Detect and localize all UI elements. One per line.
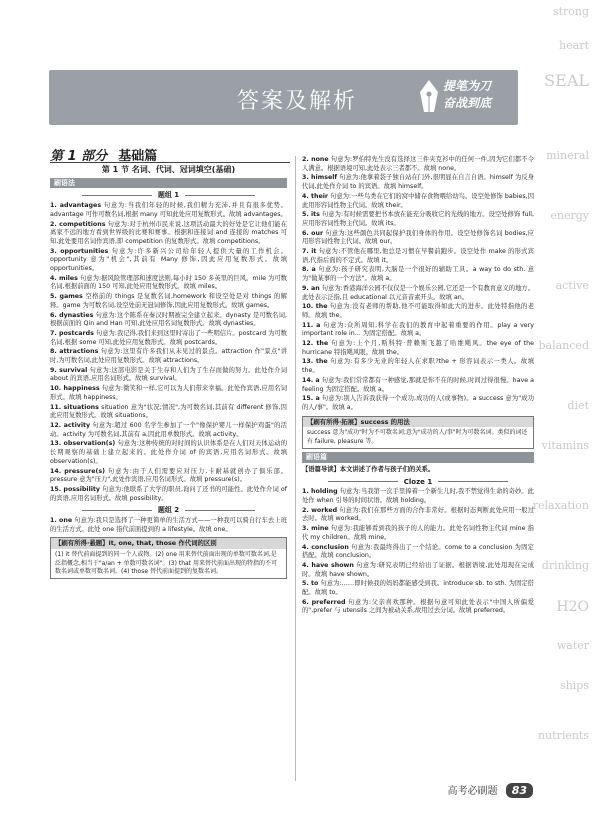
section-part: 第 1 部分: [50, 149, 108, 164]
banner-title: 答案及解析: [237, 89, 358, 114]
answer-entry: [302, 211, 534, 228]
doodle-word: strong: [552, 5, 589, 18]
answer-banner: [49, 70, 518, 125]
answer-entry: [50, 404, 287, 421]
answer-explanation: 句意为:超过 600 名学生参加了一个"像保护婴儿一样保护鸡蛋"的活动。activity 为可数名词,其前有 a,因此用单数形式。故填 activity。: [50, 421, 287, 438]
answer-explanation: situation 意为"状况;情况",为可数名词,其前有 different 修饰,因此应用复数形式。故填 situations。: [50, 403, 287, 420]
answer-key: 12. the: [302, 340, 329, 348]
tip-heading: 【刷有所得·悬题】it, one, that, those 作代词的区别: [51, 538, 286, 549]
doodle-word: balanced: [538, 339, 589, 352]
tip-heading: 【刷有所得·拓展】success 的用法: [303, 417, 533, 428]
answer-key: 10. happiness: [50, 385, 100, 393]
answer-key: 14. pressure(s): [50, 467, 106, 475]
answer-key: 11. situations: [50, 403, 99, 411]
answer-key: 12. activity: [50, 421, 91, 429]
answer-entry: [302, 193, 534, 210]
answer-key: 3. mine: [302, 525, 329, 533]
answer-explanation: 句意为:据风险管理部和速度法则,每小时 150 多英里的巨风。mile 为可数名词,根据前面的 150 可知,此处应用复数形式。故填 miles。: [50, 274, 287, 291]
answer-explanation: 句意为:众所周知,科学在我们的教育中起着重要的作用。play a very important role in... 为固定搭配。故填 a。: [302, 321, 534, 338]
doodle-word: energy: [550, 209, 589, 222]
answer-explanation: 句意为:我最终得出了一个结论。come to a conclusion 为固定搭配。故填 conclusion。: [302, 543, 534, 560]
doodle-word: H2O: [556, 599, 589, 615]
answer-key: 4. their: [302, 192, 329, 200]
group-heading: 题组 1: [50, 191, 287, 200]
answer-key: 9. an: [302, 284, 320, 292]
answer-key: 5. to: [302, 580, 319, 588]
answer-key: 3. opportunities: [50, 247, 109, 255]
page-number: 83: [506, 783, 533, 798]
answer-explanation: 句意为:父亲喜欢那种。根据句意可知此处表示"中国人所偏爱的",prefer 与 utensils 之间为被动关系,故用过去分词。故填 preferred。: [302, 598, 534, 615]
answer-entry: [302, 358, 534, 375]
doodle-word: water: [556, 639, 589, 652]
answer-key: 1. one: [50, 517, 73, 525]
doodle-word: nutrients: [537, 729, 589, 742]
answer-explanation: 句意为:研究表明已经给出了证据。根据语境,此处用现在完成时。故填 have shown。: [302, 561, 534, 578]
answer-explanation: 句意为:有多少无业的年轻人在求职?the + 形容词表示一类人。故填 the。: [302, 358, 534, 375]
answer-key: 13. the: [302, 358, 328, 366]
book-title: 高考必刷题: [447, 786, 498, 797]
answer-explanation: 句意为:当我第一次手里捧着一个新生儿时,我不禁觉得生命的奇妙。此处作 when 引导的时间状语。故填 holding。: [302, 488, 534, 505]
answer-explanation: 句意为:上个月,斯科特·普赖斯飞越了哈维飓风。the eye of the hurricane 特指飓风眼。故填 the。: [302, 340, 534, 356]
answer-key: 6. our: [302, 229, 324, 237]
group-heading: 题组 2: [50, 506, 287, 515]
answer-explanation: 句意为:有时候需要把书本放在能充分吸收它的光线的地方。设空处修饰 full,应用形容词性物主代词。故填 its。: [302, 211, 534, 227]
answer-key: 1. holding: [302, 488, 338, 496]
answer-key: 4. miles: [50, 274, 78, 282]
answer-key: 3. himself: [302, 174, 338, 182]
answer-explanation: 句意为:这部电影是关于生存和人们为了生存而做的努力。此处作介词 about 的宾语,应用名词形式。故填 survival。: [50, 366, 287, 383]
answer-key: 5. games: [50, 293, 83, 301]
answer-explanation: 句意为:这些颜色共同起保护我们身体的作用。设空处修饰名词 bodies,应用形容词性物主代词。故填 our。: [302, 229, 534, 246]
section-tag: 刷语法: [50, 178, 287, 189]
answer-entry: [302, 248, 534, 265]
answer-explanation: 句意为:这种传统的对时间的认识体系是在人们对天体运动的长期观察的基础上建立起来的。此处作介词 of 的宾语,应用名词形式。故填 observation(s)。: [50, 440, 288, 465]
answer-explanation: 句意为:当我们年轻的时候,我们精力充沛,并且有很多优势。advantage 可作可数名词,根据 many 可知此处应用复数形式。故填 advantages。: [50, 202, 287, 218]
answer-key: 6. dynasties: [50, 311, 94, 319]
answer-entry: [302, 395, 534, 412]
answer-key: 15. a: [302, 395, 320, 403]
answer-explanation: 句意为:这里有许多我们从未见过的景点。attraction 作"景点"讲时,为可数名词,此处应用复数形式。故填 attractions。: [50, 348, 287, 365]
answer-explanation: 句意为:我能够看到我的孩子的人的能力。此处名词性物主代词 mine 指代 my children。故填 mine。: [302, 525, 534, 541]
doodle-word: diet: [567, 399, 589, 412]
answer-entry: [50, 293, 287, 310]
answer-key: 2. none: [302, 156, 329, 163]
answer-entry: [50, 275, 287, 292]
answer-explanation: 句意为:没有老师的帮助,他不可能取得如此大的进步。此处特指他的老师。故填 the。: [302, 303, 535, 319]
answer-entry: [50, 440, 287, 466]
answer-key: 6. preferred: [302, 598, 346, 606]
answer-explanation: 句意为:他拿着袋子独自站在门外,很明显在自言自语。himself 为反身代词,此处作介词 to 的宾语。故填 himself。: [302, 174, 534, 191]
tip-body: success 意为"成功"时为不可数名词;意为"成功的人/事"时为可数名词。类似的词还有 failure, pleasure 等。: [307, 429, 528, 445]
answer-explanation: 句意为:我们常常都有一种感觉,那就是你不在的时候,时间过得很慢。have a feeling 为固定搭配。故填 a。: [302, 376, 534, 393]
page-footer: [448, 782, 534, 798]
answer-key: 2. worked: [302, 506, 338, 514]
slogan-line: 提笔为刀: [443, 79, 492, 93]
answer-key: 9. survival: [50, 366, 88, 374]
answer-key: 4. have shown: [302, 561, 354, 569]
answer-entry: [302, 230, 534, 247]
answer-entry: [50, 422, 287, 439]
answer-entry: [302, 488, 534, 505]
answer-entry: [302, 580, 534, 597]
answer-entry: [302, 174, 534, 191]
tip-box: [50, 537, 287, 579]
answer-entry: [50, 517, 287, 534]
passage-guide: 【语篇导读】本文讲述了作者与孩子们的关系。: [302, 465, 435, 473]
doodle-word: mineral: [546, 149, 589, 162]
answer-entry: [302, 599, 534, 616]
answer-explanation: 空格前的 things 是复数名词,homework 和设空处是对 things 的解释。game 为可数名词,设空处前无冠词修饰,因此应用复数形式。故填 games。: [50, 293, 287, 309]
answer-key: 10. the: [302, 303, 328, 311]
answer-entry: [302, 285, 534, 302]
answer-explanation: 句意为:……即时候我的妈妈都能感受到我。introduce sb. to sth. 为固定搭配。故填 to。: [302, 580, 534, 597]
section-heading: [50, 145, 290, 163]
tip-box: [302, 416, 534, 450]
answer-explanation: 句意为:微笑和一样,它可以为人们带来幸福。此处作宾语,应用名词形式。故填 happiness。: [50, 385, 287, 401]
answer-explanation: 句意为:一些鸟类在它们的窝中储存食物喂给幼鸟。设空处修饰 babies,因此用形容词性物主代词。故填 their。: [302, 192, 534, 209]
doodle-word: SEAL: [544, 71, 589, 90]
answer-key: 11. a: [302, 321, 321, 329]
answer-entry: [302, 266, 534, 283]
answer-explanation: 句意为:孩子研究表明,大脑是一个很好的辅助工具。a way to do sth. 意为"做某事的一个方法"。故填 a。: [302, 266, 534, 283]
answer-explanation: 句意为:我们在那些方面的合作非常好。根据时态判断此处应用一般过去时。故填 worked。: [302, 506, 534, 523]
doodle-word: active: [555, 279, 589, 292]
answer-key: 1. advantages: [50, 202, 102, 210]
answer-entry: [50, 468, 287, 485]
answer-key: 7. postcards: [50, 329, 94, 337]
chapter-title: 第 1 节 名词、代词、冠词填空(基础): [101, 165, 236, 174]
answer-entry: [302, 562, 534, 579]
pen-nib-icon: [418, 78, 440, 116]
answer-entry: [50, 367, 287, 384]
answer-entry: [50, 348, 287, 365]
answer-explanation: 句意为:这个陈系在秦汉时期被完全建立起来。dynasty 是可数名词,根据前面的 Qin and Han 可知,此处应用名词复数形式。故填 dynasties。: [50, 311, 287, 328]
answer-entry: [302, 544, 534, 561]
answer-entry: [50, 221, 287, 247]
answer-entry: [302, 156, 534, 173]
answer-explanation: 句意为:对于杭州市民来说,这项活动最大的好处是它让他们能在离家不远的地方看到世界级的比赛和赛事。根据和连接词 and 连接的 matches 可知,此处要用名词作宾语,即 competition 的复数形式。故填 competitions。: [50, 220, 288, 245]
answer-entry: [50, 202, 287, 219]
answer-entry: [302, 507, 534, 524]
answer-key: 2. competitions: [50, 220, 106, 228]
answer-key: 13. observation(s): [50, 440, 116, 448]
answer-key: 15. possibility: [50, 485, 101, 493]
answer-key: 14. a: [302, 376, 320, 384]
right-column: [302, 156, 534, 617]
doodle-word: ships: [560, 679, 589, 692]
answer-entry: [50, 385, 287, 402]
answer-explanation: 句意为:罗伯特先生没有选择这三件夹克衫中的任何一件,因为它们都不令人满意。根据语境可知,此处表示三者都不。故填 none。: [302, 156, 534, 172]
answer-explanation: 句意为:不管他在哪里,他总是习惯在早餐前跑步。设空处作 make 的形式宾语,代指后面的不定式。故填 it。: [302, 248, 534, 264]
answer-key: 4. conclusion: [302, 543, 349, 551]
tip-body: (1) it 替代前面提到的同一个人或物。(2) one 用来替代前面出现的单数可数名词,是泛指概念,相当于"a/an + 单数可数名词"。(3) that 用来替代前面出现的特指的不可数名词或单数可数名词。(4) those 替代前面提到的复数名词。: [55, 551, 277, 575]
answer-key: 5. its: [302, 211, 320, 219]
answer-entry: [50, 312, 287, 329]
answer-entry: [302, 525, 534, 542]
answer-entry: [302, 377, 534, 394]
answer-explanation: 句意为:许多新兴公司给年轻人提供大量的工作机会。opportunity 意为"机会",其前有 Many 修饰,因此应用复数形式。故填 opportunities。: [50, 247, 288, 273]
column-divider: [295, 156, 296, 781]
answer-key: 7. it: [302, 248, 317, 256]
answer-key: 8. a: [302, 266, 316, 274]
section-tag: 刷语篇: [302, 452, 534, 463]
answer-key: 8. attractions: [50, 348, 99, 356]
doodle-word: heart: [559, 39, 589, 52]
answer-explanation: 句意为:我只是选择了一种更简单的生活方式——一种我可以骑自行车去上班的生活方式。此处 one 指代前面提到的 a lifestyle。故填 one。: [50, 517, 287, 533]
answer-explanation: 句意为:我记得,我们来到这里时寄出了一些明信片。postcard 为可数名词,根据 some 可知,此处应用复数形式。故填 postcards。: [50, 329, 287, 346]
answer-entry: [50, 248, 287, 274]
section-name: 基础篇: [118, 149, 158, 164]
banner-slogan: [443, 78, 519, 112]
answer-entry: [50, 330, 287, 347]
answer-explanation: 句意为:香港海洋公园不仅仅是一个娱乐公园,它还是一个有教育意义的地方。此处表示泛指,且 educational 以元音音素开头。故填 an。: [302, 284, 534, 301]
cloze-heading: Cloze 1: [302, 478, 534, 487]
answer-explanation: 句意为:由于人们需要应对压力,卡耐基就创办了俱乐部。pressure 意为"压力",此处作宾语,应用名词形式。故填 pressure(s)。: [50, 467, 287, 484]
side-doodles: [531, 0, 593, 826]
answer-explanation: 句意为:别人告诉我获得一个成功,成功的人(或事物)。a success 意为"成功的人/事"。故填 a。: [302, 395, 534, 411]
answer-explanation: 句意为:他联系了大学的职员,询问了还书的可能性。此处作介词 of 的宾语,应用名词形式。故填 possibility。: [50, 485, 287, 502]
answer-entry: [302, 303, 534, 320]
answer-entry: [302, 340, 534, 357]
slogan-line: 奋战到底: [443, 96, 492, 110]
doodle-word: vitamins: [541, 439, 589, 452]
answer-entry: [302, 322, 534, 339]
doodle-word: relaxation: [532, 499, 589, 512]
answer-entry: [50, 486, 287, 503]
left-column: [50, 163, 287, 582]
doodle-word: drinking: [541, 559, 589, 572]
